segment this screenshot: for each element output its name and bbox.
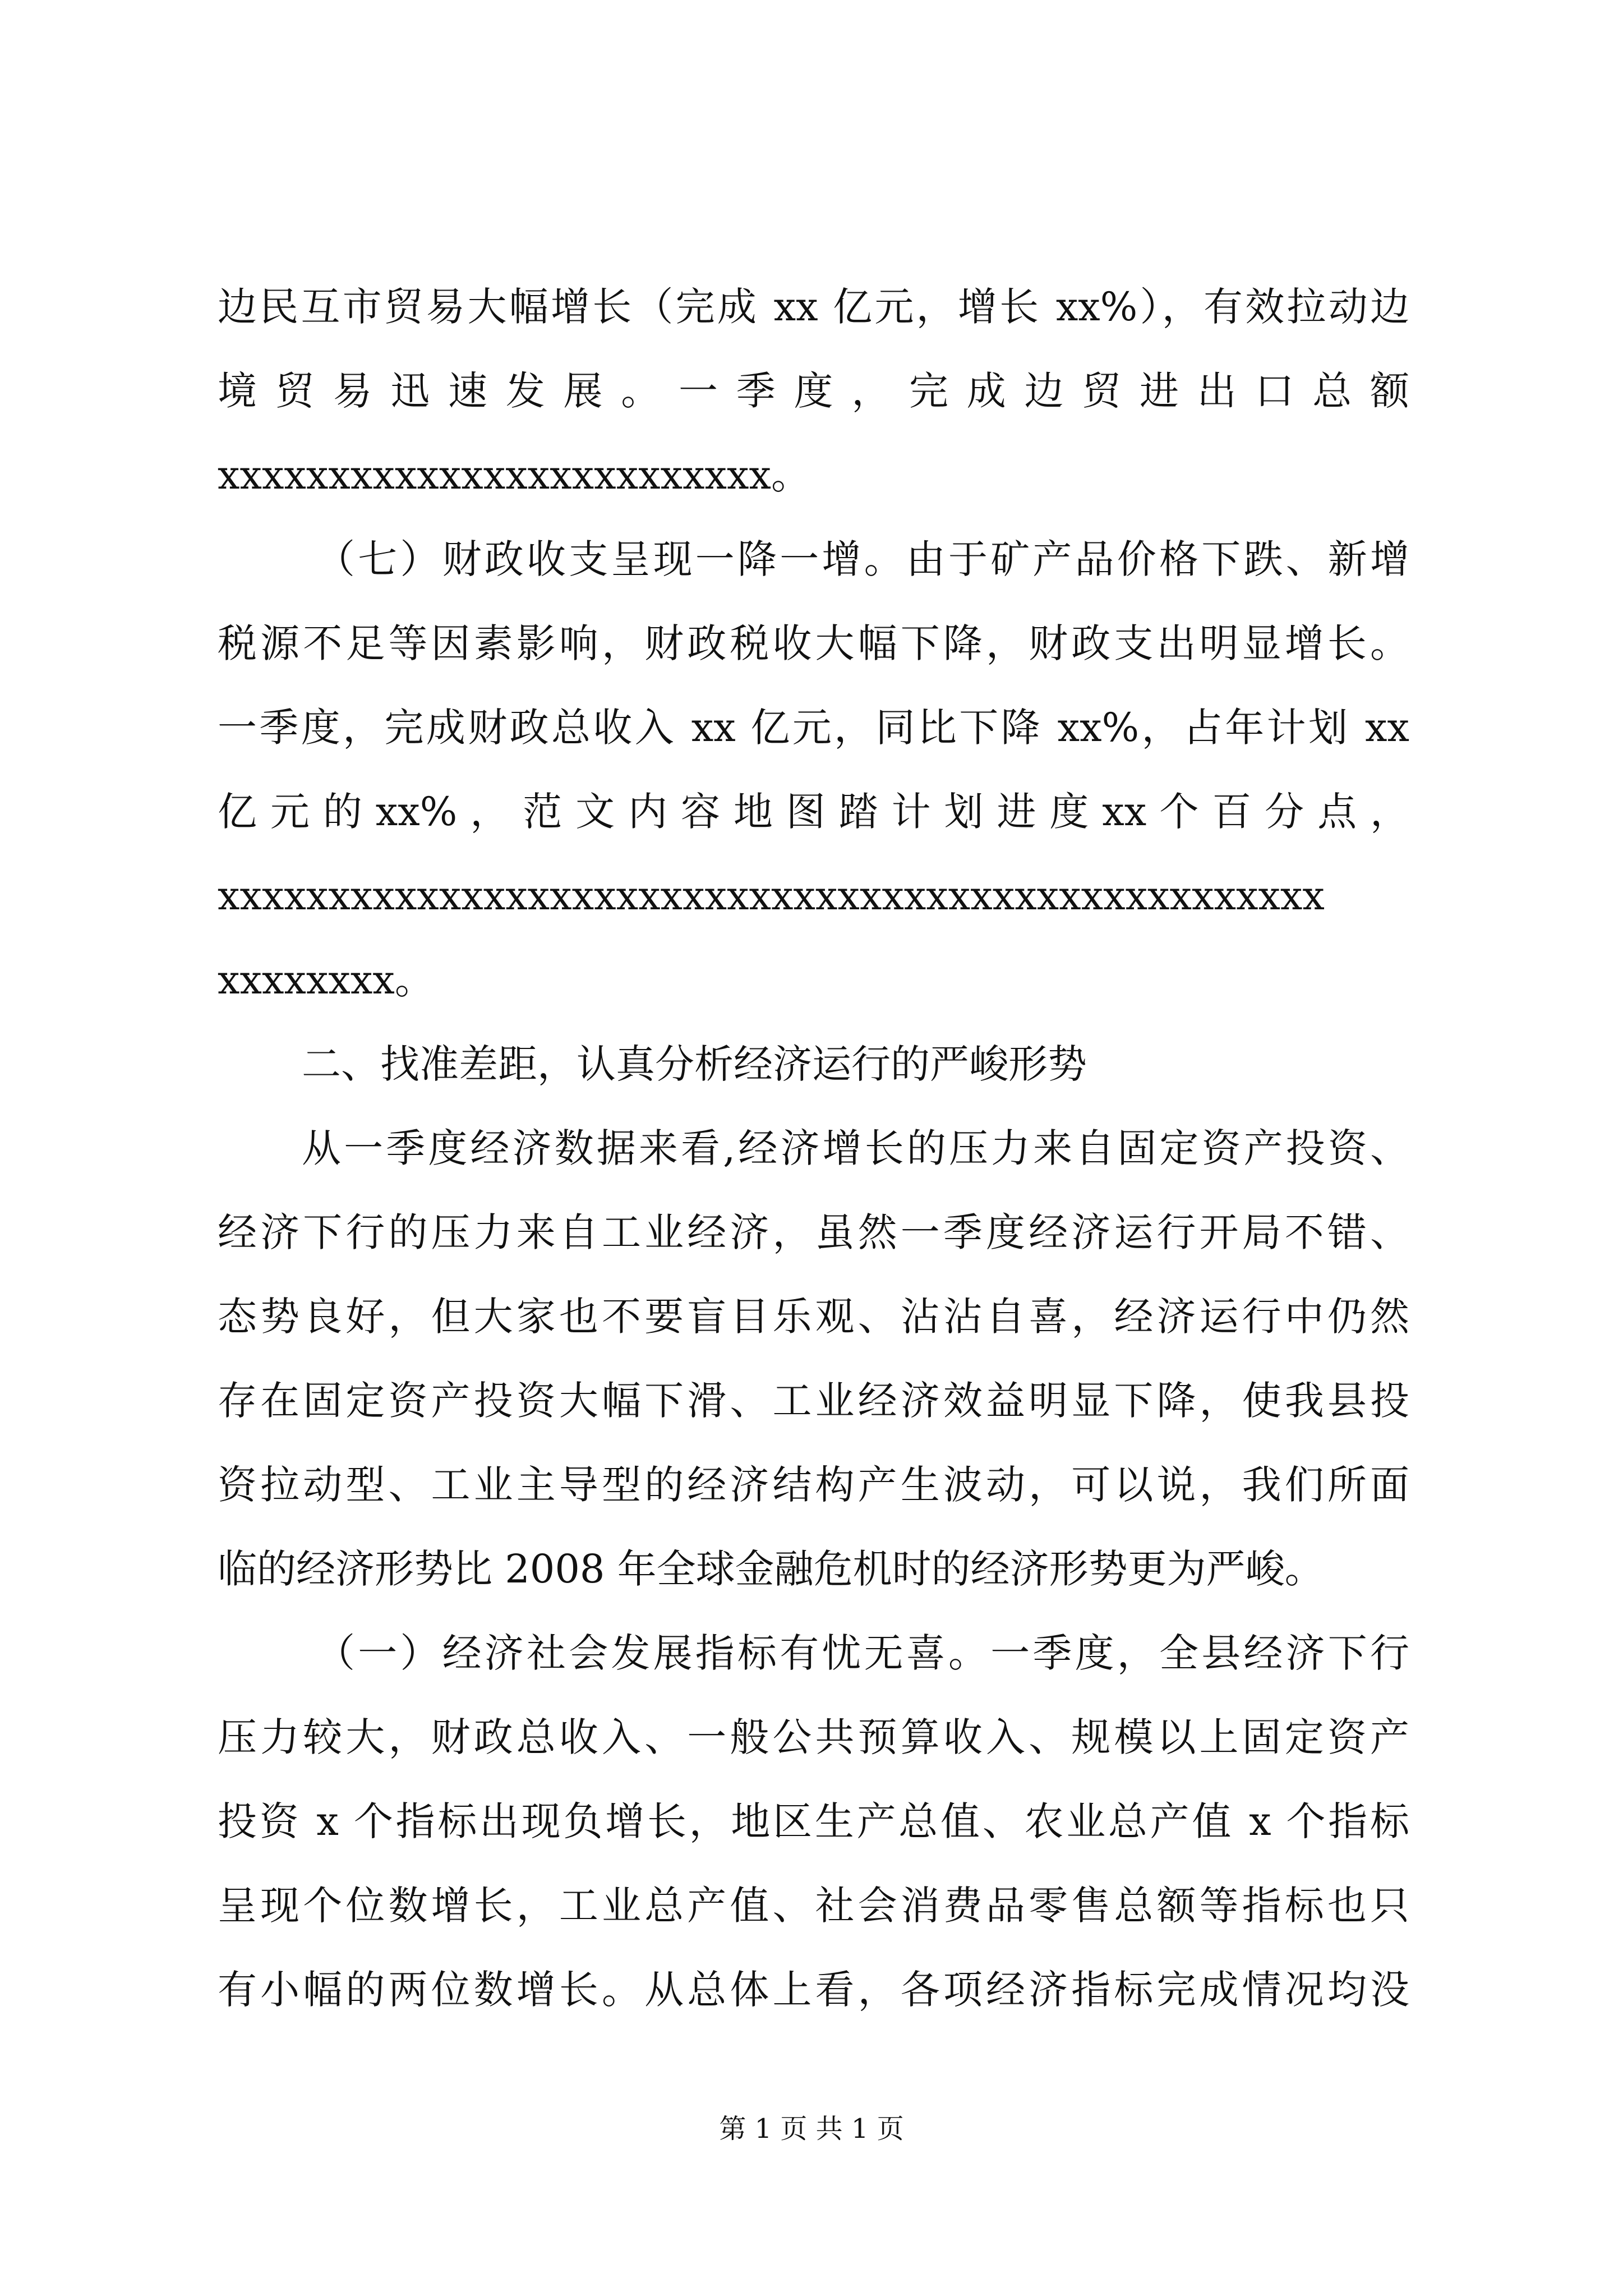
text-line: 临的经济形势比 2008 年全球金融危机时的经济形势更为严峻。 bbox=[218, 1546, 1324, 1592]
text-line: 经济下行的压力来自工业经济，虽然一季度经济运行开局不错、 bbox=[218, 1209, 1409, 1255]
text-line: 态势良好，但大家也不要盲目乐观、沾沾自喜，经济运行中仍然 bbox=[218, 1294, 1409, 1340]
text-line: xxxxxxxxxxxxxxxxxxxxxxxxx。 bbox=[218, 452, 810, 498]
page-number: 第 1 页 共 1 页 bbox=[719, 2113, 904, 2145]
text-line: 有小幅的两位数增长。从总体上看，各项经济指标完成情况均没 bbox=[218, 1967, 1409, 2013]
section-heading-line: （一）经济社会发展指标有忧无喜。一季度，全县经济下行 bbox=[316, 1630, 1409, 1676]
document-body bbox=[218, 265, 1409, 2032]
text-line: 从一季度经济数据来看,经济增长的压力来自固定资产投资、 bbox=[302, 1125, 1409, 1171]
section-heading-line: （七）财政收支呈现一降一增。由于矿产品价格下跌、新增 bbox=[316, 536, 1409, 582]
text-line: 边民互市贸易大幅增长（完成 xx 亿元，增长 xx%），有效拉动边 bbox=[218, 284, 1409, 330]
text-line: xxxxxxxxxxxxxxxxxxxxxxxxxxxxxxxxxxxxxxxxxxxxxxxxxx bbox=[218, 873, 1325, 919]
page-footer bbox=[0, 2112, 1623, 2146]
text-line: 税源不足等因素影响，财政税收大幅下降，财政支出明显增长。 bbox=[218, 620, 1409, 666]
text-line: 压力较大，财政总收入、一般公共预算收入、规模以上固定资产 bbox=[218, 1714, 1409, 1760]
text-line: 境 贸 易 迅 速 发 展 。 一 季 度 ， 完 成 边 贸 进 出 口 总 额 bbox=[218, 368, 1409, 414]
text-line: 资拉动型、工业主导型的经济结构产生波动，可以说，我们所面 bbox=[218, 1462, 1409, 1508]
text-line: 一季度，完成财政总收入 xx 亿元，同比下降 xx%，占年计划 xx bbox=[218, 705, 1409, 751]
text-line: 存在固定资产投资大幅下滑、工业经济效益明显下降，使我县投 bbox=[218, 1378, 1409, 1424]
text-line: xxxxxxxx。 bbox=[218, 957, 434, 1003]
text-line: 亿 元 的 xx% ， 范 文 内 容 地 图 踏 计 划 进 度 xx 个 百 分 点 ， bbox=[218, 789, 1409, 835]
text-line: 呈现个位数增长，工业总产值、社会消费品零售总额等指标也只 bbox=[218, 1883, 1409, 1929]
text-line: 投资 x 个指标出现负增长，地区生产总值、农业总产值 x 个指标 bbox=[218, 1798, 1409, 1844]
section-heading: 二、找准差距，认真分析经济运行的严峻形势 bbox=[302, 1041, 1087, 1087]
